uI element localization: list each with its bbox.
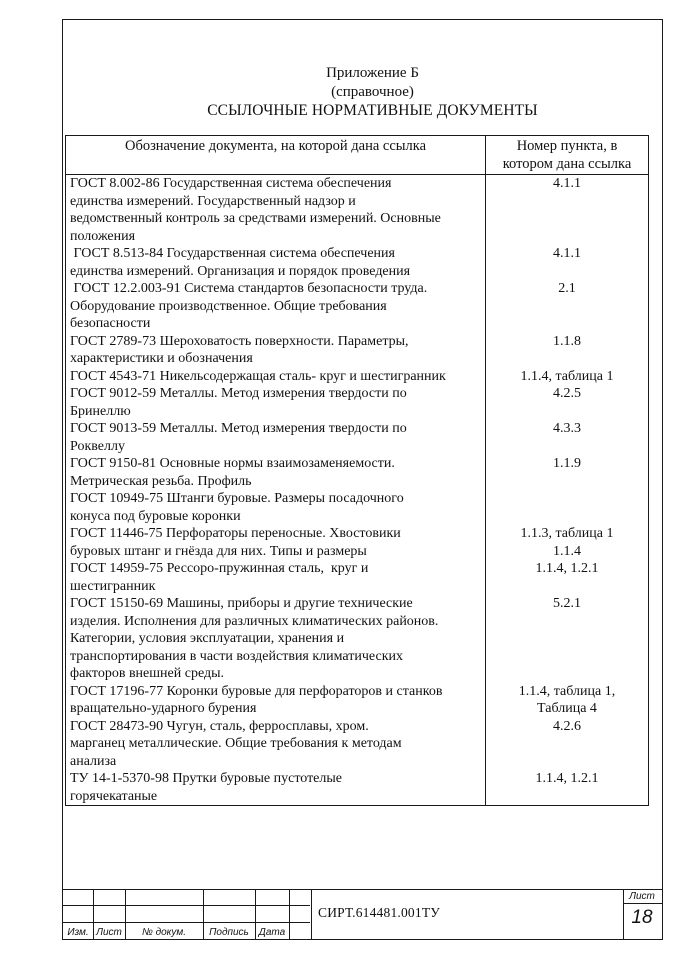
- title-block-divider: [289, 890, 290, 939]
- clause-cell: 1.1.4, 1.2.1: [486, 770, 649, 806]
- label-signature: Подпись: [209, 927, 249, 938]
- table-row: [66, 385, 649, 420]
- document-line: ГОСТ 9013-59 Металлы. Метод измерения твердости по: [70, 421, 407, 436]
- table-row: [66, 455, 649, 490]
- table-row: [66, 490, 649, 525]
- title-block: [63, 889, 662, 939]
- document-cell: [66, 420, 486, 455]
- table-row: [66, 718, 649, 771]
- document-line: ГОСТ 8.513-84 Государственная система обеспечения: [70, 246, 395, 261]
- document-cell: [66, 560, 486, 595]
- document-line: ГОСТ 12.2.003-91 Система стандартов безопасности труда.: [70, 281, 428, 296]
- document-line: транспортирования в части воздействия климатических: [70, 648, 403, 664]
- document-line: ГОСТ 28473-90 Чугун, сталь, ферросплавы, хром.: [70, 718, 369, 734]
- page-frame: [62, 19, 663, 940]
- document-cell: [66, 175, 486, 246]
- document-line: ГОСТ 14959-75 Рессоро-пружинная сталь, круг и: [70, 561, 369, 576]
- table-row: [66, 770, 649, 806]
- label-date: Дата: [258, 927, 286, 938]
- table-row: [66, 560, 649, 595]
- document-cell: [66, 385, 486, 420]
- document-line: конуса под буровые коронки: [70, 508, 241, 524]
- table-row: [66, 525, 649, 560]
- document-cell: [66, 595, 486, 683]
- document-cell: [66, 245, 486, 280]
- page-title: ССЫЛОЧНЫЕ НОРМАТИВНЫЕ ДОКУМЕНТЫ: [207, 102, 538, 119]
- document-line: Оборудование производственное. Общие требования: [70, 298, 387, 314]
- document-line: ГОСТ 9012-59 Металлы. Метод измерения твердости по: [70, 386, 407, 401]
- document-cell: [66, 490, 486, 525]
- document-line: положения: [70, 228, 136, 244]
- clause-cell: 4.1.1: [486, 245, 649, 280]
- clause-cell: 1.1.9: [486, 455, 649, 490]
- document-cell: [66, 368, 486, 386]
- header-clause: Номер пункта, в котором дана ссылка: [486, 136, 649, 175]
- document-line: изделия. Исполнения для различных климатических районов.: [70, 613, 439, 629]
- clause-cell: 4.3.3: [486, 420, 649, 455]
- table-row: [66, 595, 649, 683]
- document-line: буровых штанг и гнёзда для них. Типы и размеры: [70, 543, 367, 559]
- document-cell: [66, 333, 486, 368]
- document-cell: [66, 770, 486, 806]
- table-row: [66, 175, 649, 246]
- document-line: единства измерений. Организация и порядок проведения: [70, 263, 411, 279]
- clause-cell: 1.1.3, таблица 1 1.1.4: [486, 525, 649, 560]
- document-line: шестигранник: [70, 578, 156, 594]
- references-table: [65, 135, 649, 806]
- table-row: [66, 280, 649, 333]
- clause-cell: 1.1.4, таблица 1: [486, 368, 649, 386]
- document-line: ГОСТ 10949-75 Штанги буровые. Размеры посадочного: [70, 491, 404, 506]
- table-header-row: [66, 136, 649, 175]
- clause-cell: 1.1.8: [486, 333, 649, 368]
- table-row: [66, 368, 649, 386]
- document-line: ГОСТ 15150-69 Машины, приборы и другие технические: [70, 596, 413, 611]
- sheet-label: Лист: [629, 891, 655, 902]
- document-line: Бринеллю: [70, 403, 131, 419]
- title-block-rule: [624, 903, 662, 904]
- document-line: характеристики и обозначения: [70, 351, 253, 366]
- title-block-rule: [63, 905, 310, 906]
- clause-cell: 4.1.1: [486, 175, 649, 246]
- document-line: Метрическая резьба. Профиль: [70, 473, 252, 489]
- document-line: ГОСТ 11446-75 Перфораторы переносные. Хвостовики: [70, 526, 401, 541]
- label-change: Изм.: [67, 927, 89, 938]
- document-line: безопасности: [70, 316, 151, 331]
- clause-cell: 2.1: [486, 280, 649, 333]
- appendix-label: Приложение Б: [326, 65, 419, 81]
- header-document: Обозначение документа, на которой дана ссылка: [66, 136, 486, 175]
- document-line: вращательно-ударного бурения: [70, 701, 257, 716]
- document-cell: [66, 718, 486, 771]
- sheet-number: 18: [631, 907, 653, 928]
- title-block-rule: [63, 922, 310, 923]
- document-line: единства измерений. Государственный надзор и: [70, 193, 356, 209]
- document-line: анализа: [70, 753, 117, 769]
- clause-cell: 4.2.6: [486, 718, 649, 771]
- clause-cell: 4.2.5: [486, 385, 649, 420]
- document-line: горячекатаные: [70, 788, 158, 804]
- document-cell: [66, 525, 486, 560]
- table-row: [66, 245, 649, 280]
- document-code: СИРТ.614481.001ТУ: [318, 905, 441, 920]
- table-row: [66, 683, 649, 718]
- document-line: марганец металлические. Общие требования к методам: [70, 736, 402, 751]
- table-row: [66, 420, 649, 455]
- document-line: факторов внешней среды.: [70, 666, 225, 681]
- clause-cell: 1.1.4, 1.2.1: [486, 560, 649, 595]
- label-doc-number: № докум.: [141, 927, 187, 938]
- document-line: ГОСТ 17196-77 Коронки буровые для перфораторов и станков: [70, 683, 443, 699]
- document-line: ГОСТ 2789-73 Шероховатость поверхности. Параметры,: [70, 333, 409, 349]
- clause-cell: [486, 490, 649, 525]
- table-body: [66, 175, 649, 806]
- document-line: Роквеллу: [70, 438, 125, 454]
- label-sheet: Лист: [96, 927, 122, 938]
- document-cell: [66, 455, 486, 490]
- clause-cell: 5.2.1: [486, 595, 649, 683]
- document-cell: [66, 280, 486, 333]
- clause-cell: 1.1.4, таблица 1, Таблица 4: [486, 683, 649, 718]
- document-line: ГОСТ 8.002-86 Государственная система обеспечения: [70, 176, 392, 191]
- document-line: ТУ 14-1-5370-98 Прутки буровые пустотелые: [70, 771, 343, 786]
- document-line: Категории, условия эксплуатации, хранения и: [70, 631, 345, 646]
- title-block-divider: [311, 890, 312, 939]
- appendix-note: (справочное): [331, 84, 414, 100]
- table-row: [66, 333, 649, 368]
- document-cell: [66, 683, 486, 718]
- document-line: ГОСТ 4543-71 Никельсодержащая сталь- круг и шестигранник: [70, 368, 446, 384]
- document-line: ГОСТ 9150-81 Основные нормы взаимозаменяемости.: [70, 456, 395, 471]
- document-line: ведомственный контроль за средствами измерений. Основные: [70, 211, 441, 226]
